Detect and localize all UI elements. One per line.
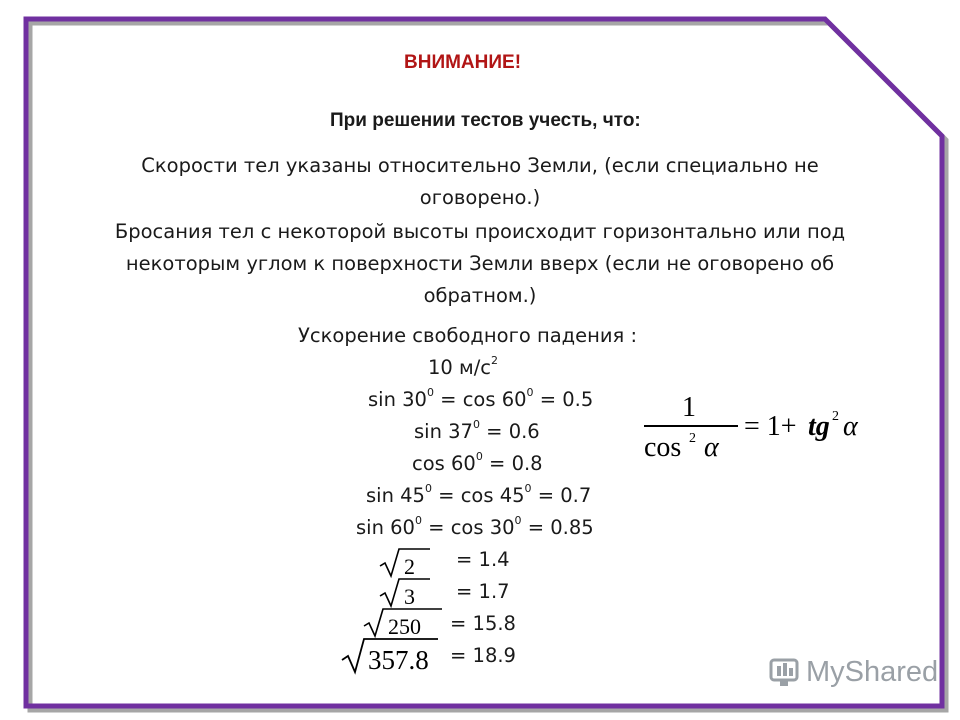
svg-text:tg: tg [808, 411, 830, 442]
warning-title: ВНИМАНИЕ! [404, 52, 522, 73]
sqrt-3-symbol [378, 576, 438, 610]
myshared-logo-text: MyShared [806, 656, 939, 688]
trig-line-4: $\sin 45^0 = \cos 45^0 = 0.7$ [366, 482, 592, 507]
paragraph1-line1: Скорости тел указаны относительно Земли, (если специально не [141, 154, 819, 177]
svg-text:α: α [704, 432, 719, 463]
paragraph2-line2: некоторым углом к поверхности Земли вверх (если не оговорено об [125, 252, 835, 275]
gravity-value-text: 10 м/с [428, 356, 492, 379]
svg-text:250: 250 [388, 614, 421, 639]
svg-text:357.8: 357.8 [368, 645, 429, 675]
myshared-logo-icon [768, 657, 802, 689]
svg-text:1: 1 [682, 392, 696, 423]
sqrt-2-value: = 1.4 [456, 548, 510, 571]
svg-text:cos: cos [644, 432, 682, 463]
sqrt-357-symbol [340, 636, 440, 676]
paragraph2-line3: обратном.) [423, 284, 537, 307]
sqrt-357-value: = 18.9 [450, 644, 516, 667]
gravity-value [428, 356, 498, 379]
trig-identity-formula [640, 388, 890, 468]
subtitle: При решении тестов учесть, что: [330, 110, 641, 131]
gravity-exponent: 2 [491, 354, 499, 367]
paragraph1-line2: оговорено.) [419, 186, 541, 209]
gravity-label: Ускорение свободного падения : [298, 324, 638, 347]
sqrt-250-symbol [362, 606, 446, 640]
sqrt-3-value: = 1.7 [456, 580, 510, 603]
svg-text:3: 3 [404, 584, 415, 609]
svg-text:2: 2 [689, 431, 696, 446]
svg-text:2: 2 [832, 409, 839, 424]
trig-line-2: $\sin 37^0 = 0.6$ [414, 418, 540, 443]
sqrt-250-value: = 15.8 [450, 612, 516, 635]
trig-line-1: $\sin 30^0 = \cos 60^0 = 0.5$ [368, 386, 594, 411]
trig-line-3: $\cos 60^0 = 0.8$ [412, 450, 543, 475]
svg-text:α: α [843, 411, 858, 442]
svg-text:2: 2 [404, 554, 415, 579]
svg-text:= 1+: = 1+ [744, 411, 797, 442]
trig-line-5: $\sin 60^0 = \cos 30^0 = 0.85$ [356, 514, 594, 539]
sqrt-2-symbol [378, 546, 438, 580]
paragraph2-line1: Бросания тел с некоторой высоты происходит горизонтально или под [114, 220, 846, 243]
